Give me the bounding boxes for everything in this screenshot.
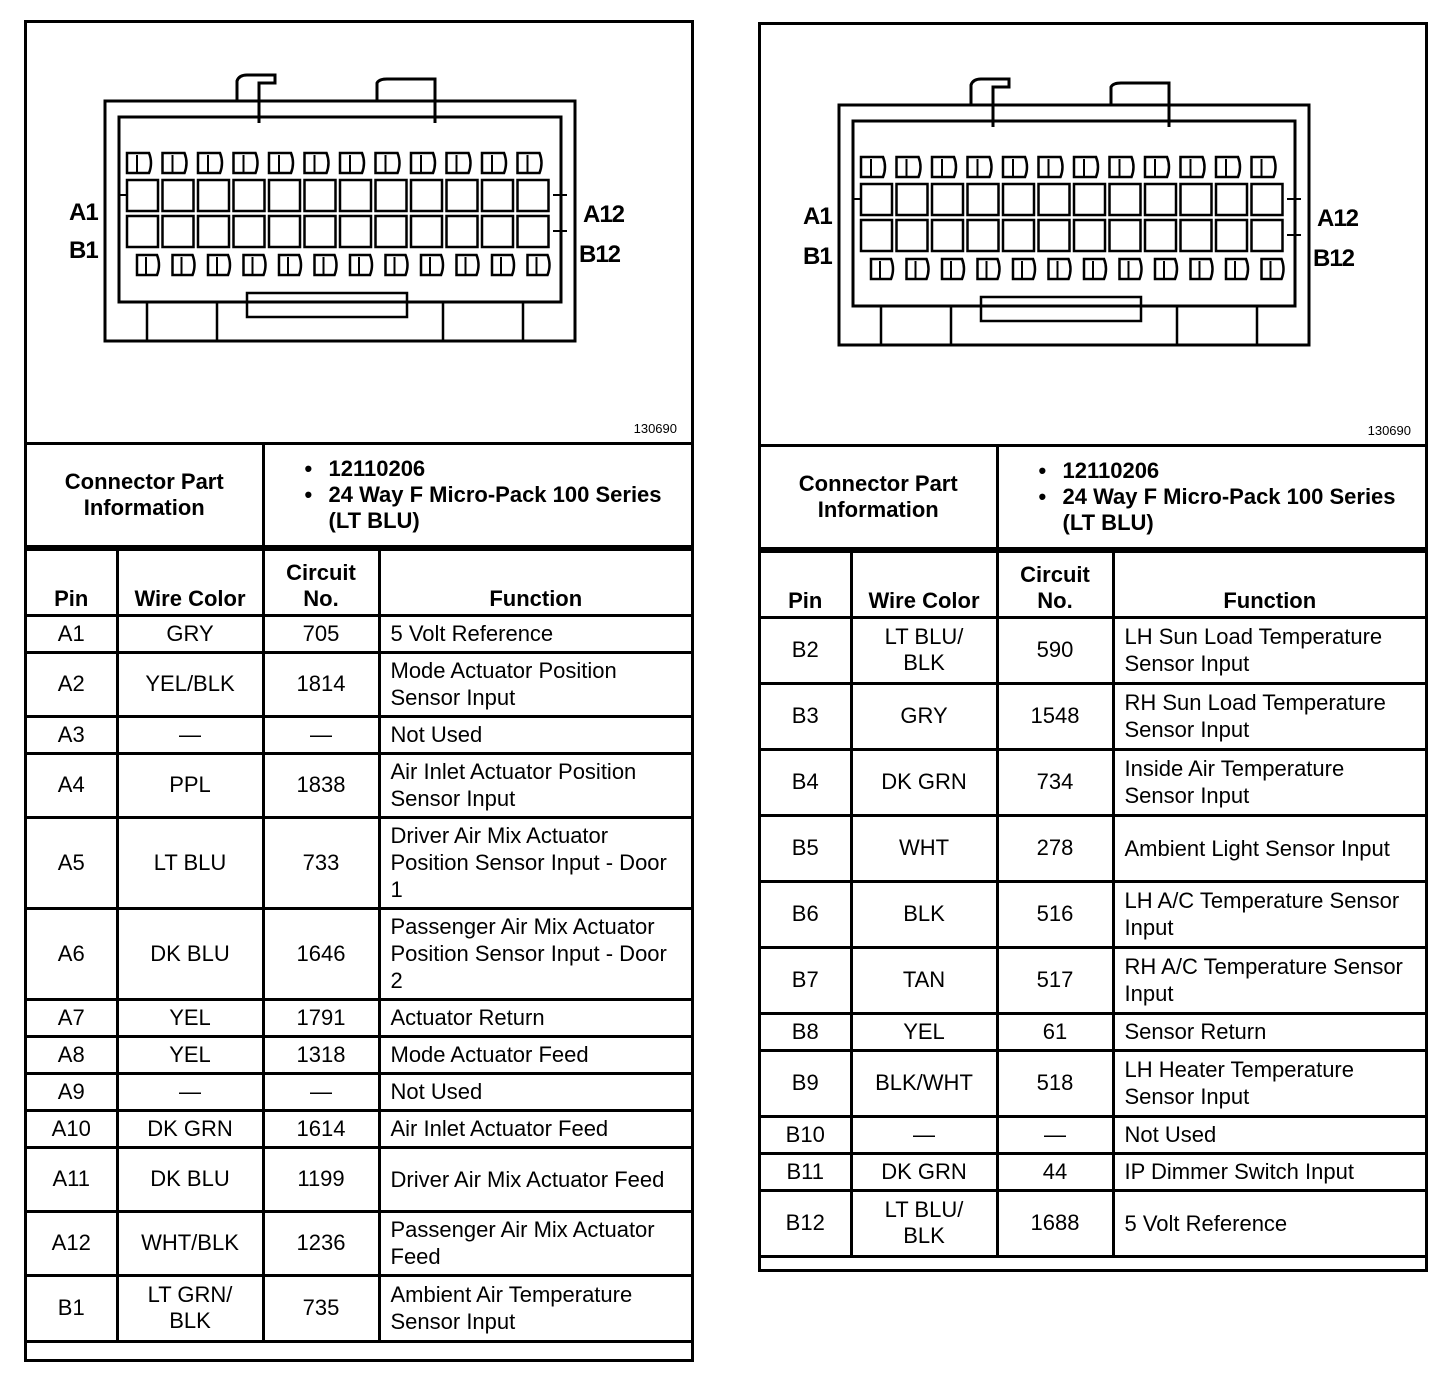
- wire-color-cell: GRY: [117, 615, 263, 652]
- pin-row: [27, 615, 691, 652]
- circuit-cell: 1318: [263, 1036, 379, 1073]
- function-cell: LH Sun Load Temperature Sensor Input: [1113, 617, 1425, 683]
- wire-color-cell: DK GRN: [851, 749, 997, 815]
- pin-row: [761, 1190, 1425, 1256]
- header-wire-color: Wire Color: [117, 549, 263, 615]
- pin-row: [761, 1116, 1425, 1153]
- pin-label-a1: A1: [69, 199, 98, 226]
- wire-color-cell: YEL: [117, 1036, 263, 1073]
- pin-label-a12: A12: [1317, 205, 1359, 232]
- circuit-cell: 1236: [263, 1211, 379, 1275]
- function-cell: Mode Actuator Feed: [379, 1036, 691, 1073]
- circuit-cell: 1838: [263, 753, 379, 817]
- function-cell: LH A/C Temperature Sensor Input: [1113, 881, 1425, 947]
- pin-cell: A1: [27, 615, 117, 652]
- pin-row: [761, 617, 1425, 683]
- connector-part-info-values: • 12110206 • 24 Way F Micro-Pack 100 Series (LT BLU): [997, 447, 1425, 548]
- function-cell: Not Used: [379, 716, 691, 753]
- function-cell: Actuator Return: [379, 999, 691, 1036]
- pin-cell: B7: [761, 947, 851, 1013]
- pin-cell: A7: [27, 999, 117, 1036]
- circuit-cell: 1688: [997, 1190, 1113, 1256]
- pin-row: [761, 749, 1425, 815]
- function-cell: Driver Air Mix Actuator Position Sensor Input - Door 1: [379, 817, 691, 908]
- function-cell: Driver Air Mix Actuator Feed: [379, 1147, 691, 1211]
- wire-color-cell: GRY: [851, 683, 997, 749]
- connector-face-drawing: [27, 23, 691, 442]
- pin-cell: A10: [27, 1110, 117, 1147]
- function-cell: Sensor Return: [1113, 1013, 1425, 1050]
- circuit-cell: 61: [997, 1013, 1113, 1050]
- circuit-cell: 1614: [263, 1110, 379, 1147]
- function-cell: LH Heater Temperature Sensor Input: [1113, 1050, 1425, 1116]
- part-number: 12110206: [328, 455, 426, 481]
- pin-cell: B11: [761, 1153, 851, 1190]
- wire-color-cell: PPL: [117, 753, 263, 817]
- pin-cell: A5: [27, 817, 117, 908]
- circuit-cell: —: [263, 1073, 379, 1110]
- circuit-cell: 733: [263, 817, 379, 908]
- pin-row: [27, 1110, 691, 1147]
- connector-diagram: [27, 23, 691, 445]
- header-wire-color: Wire Color: [851, 551, 997, 617]
- pin-cell: B1: [27, 1275, 117, 1341]
- circuit-cell: 1814: [263, 652, 379, 716]
- pin-cell: B3: [761, 683, 851, 749]
- pin-row: [761, 683, 1425, 749]
- pinout-table: [761, 550, 1425, 1258]
- header-circuit: Circuit No.: [263, 549, 379, 615]
- pin-row: [761, 815, 1425, 881]
- pin-label-a1: A1: [803, 203, 832, 230]
- pin-row: [27, 1211, 691, 1275]
- part-description: 24 Way F Micro-Pack 100 Series (LT BLU): [328, 481, 662, 533]
- pin-row: [27, 817, 691, 908]
- header-pin: Pin: [761, 551, 851, 617]
- pin-cell: A11: [27, 1147, 117, 1211]
- connector-panel-right: [758, 22, 1428, 1272]
- header-function: Function: [379, 549, 691, 615]
- circuit-cell: 518: [997, 1050, 1113, 1116]
- function-cell: Air Inlet Actuator Position Sensor Input: [379, 753, 691, 817]
- pin-cell: A8: [27, 1036, 117, 1073]
- wire-color-cell: LT BLU: [117, 817, 263, 908]
- pin-row: [27, 652, 691, 716]
- pin-row: [27, 716, 691, 753]
- pin-cell: A2: [27, 652, 117, 716]
- wire-color-cell: LT BLU/ BLK: [851, 1190, 997, 1256]
- function-cell: Inside Air Temperature Sensor Input: [1113, 749, 1425, 815]
- pin-row: [27, 908, 691, 999]
- function-cell: Passenger Air Mix Actuator Feed: [379, 1211, 691, 1275]
- connector-face-drawing: [761, 25, 1425, 450]
- wire-color-cell: DK GRN: [851, 1153, 997, 1190]
- pin-cell: B4: [761, 749, 851, 815]
- wire-color-cell: YEL/BLK: [117, 652, 263, 716]
- pin-row: [761, 1050, 1425, 1116]
- connector-info-table: [27, 445, 691, 548]
- header-function: Function: [1113, 551, 1425, 617]
- pin-cell: A9: [27, 1073, 117, 1110]
- function-cell: Ambient Light Sensor Input: [1113, 815, 1425, 881]
- connector-part-info-values: • 12110206 • 24 Way F Micro-Pack 100 Series (LT BLU): [263, 445, 691, 546]
- wire-color-cell: DK GRN: [117, 1110, 263, 1147]
- pin-cell: A12: [27, 1211, 117, 1275]
- wire-color-cell: —: [117, 1073, 263, 1110]
- pin-cell: B10: [761, 1116, 851, 1153]
- circuit-cell: 517: [997, 947, 1113, 1013]
- wire-color-cell: WHT/BLK: [117, 1211, 263, 1275]
- pin-row: [761, 947, 1425, 1013]
- pin-cell: A3: [27, 716, 117, 753]
- pin-row: [27, 1275, 691, 1341]
- circuit-cell: 1548: [997, 683, 1113, 749]
- figure-id: 130690: [633, 421, 677, 436]
- pin-row: [27, 999, 691, 1036]
- connector-panel-left: [24, 20, 694, 1362]
- function-cell: 5 Volt Reference: [1113, 1190, 1425, 1256]
- connector-part-info-label: Connector Part Information: [27, 445, 263, 546]
- connector-info-table: [761, 447, 1425, 550]
- connector-part-info-label: Connector Part Information: [761, 447, 997, 548]
- pinout-table: [27, 548, 691, 1343]
- pin-cell: A6: [27, 908, 117, 999]
- wire-color-cell: BLK/WHT: [851, 1050, 997, 1116]
- circuit-cell: 1791: [263, 999, 379, 1036]
- circuit-cell: 1199: [263, 1147, 379, 1211]
- pin-cell: B5: [761, 815, 851, 881]
- pin-row: [27, 753, 691, 817]
- function-cell: 5 Volt Reference: [379, 615, 691, 652]
- wire-color-cell: TAN: [851, 947, 997, 1013]
- circuit-cell: 516: [997, 881, 1113, 947]
- wire-color-cell: LT GRN/ BLK: [117, 1275, 263, 1341]
- figure-id: 130690: [1367, 423, 1411, 438]
- pin-label-a12: A12: [583, 201, 625, 228]
- wire-color-cell: —: [851, 1116, 997, 1153]
- header-circuit: Circuit No.: [997, 551, 1113, 617]
- circuit-cell: 1646: [263, 908, 379, 999]
- circuit-cell: —: [997, 1116, 1113, 1153]
- wire-color-cell: DK BLU: [117, 1147, 263, 1211]
- wire-color-cell: DK BLU: [117, 908, 263, 999]
- pin-cell: B12: [761, 1190, 851, 1256]
- wire-color-cell: WHT: [851, 815, 997, 881]
- header-pin: Pin: [27, 549, 117, 615]
- pin-label-b1: B1: [803, 243, 832, 270]
- pin-row: [761, 1013, 1425, 1050]
- pin-row: [27, 1147, 691, 1211]
- wire-color-cell: LT BLU/ BLK: [851, 617, 997, 683]
- pin-cell: A4: [27, 753, 117, 817]
- function-cell: Passenger Air Mix Actuator Position Sensor Input - Door 2: [379, 908, 691, 999]
- pin-label-b12: B12: [579, 241, 621, 268]
- wire-color-cell: YEL: [851, 1013, 997, 1050]
- part-description: 24 Way F Micro-Pack 100 Series (LT BLU): [1062, 483, 1396, 535]
- circuit-cell: 590: [997, 617, 1113, 683]
- pin-row: [761, 881, 1425, 947]
- circuit-cell: 278: [997, 815, 1113, 881]
- connector-diagram: [761, 25, 1425, 447]
- function-cell: Not Used: [379, 1073, 691, 1110]
- pin-row: [761, 1153, 1425, 1190]
- pin-cell: B9: [761, 1050, 851, 1116]
- pin-cell: B2: [761, 617, 851, 683]
- pin-label-b1: B1: [69, 237, 98, 264]
- circuit-cell: —: [263, 716, 379, 753]
- wire-color-cell: —: [117, 716, 263, 753]
- pin-label-b12: B12: [1313, 245, 1355, 272]
- function-cell: Ambient Air Temperature Sensor Input: [379, 1275, 691, 1341]
- wire-color-cell: YEL: [117, 999, 263, 1036]
- function-cell: RH A/C Temperature Sensor Input: [1113, 947, 1425, 1013]
- circuit-cell: 705: [263, 615, 379, 652]
- wire-color-cell: BLK: [851, 881, 997, 947]
- function-cell: IP Dimmer Switch Input: [1113, 1153, 1425, 1190]
- pin-cell: B6: [761, 881, 851, 947]
- circuit-cell: 734: [997, 749, 1113, 815]
- pin-row: [27, 1073, 691, 1110]
- part-number: 12110206: [1062, 457, 1160, 483]
- function-cell: Air Inlet Actuator Feed: [379, 1110, 691, 1147]
- function-cell: Not Used: [1113, 1116, 1425, 1153]
- pin-cell: B8: [761, 1013, 851, 1050]
- function-cell: Mode Actuator Position Sensor Input: [379, 652, 691, 716]
- pin-row: [27, 1036, 691, 1073]
- function-cell: RH Sun Load Temperature Sensor Input: [1113, 683, 1425, 749]
- circuit-cell: 44: [997, 1153, 1113, 1190]
- circuit-cell: 735: [263, 1275, 379, 1341]
